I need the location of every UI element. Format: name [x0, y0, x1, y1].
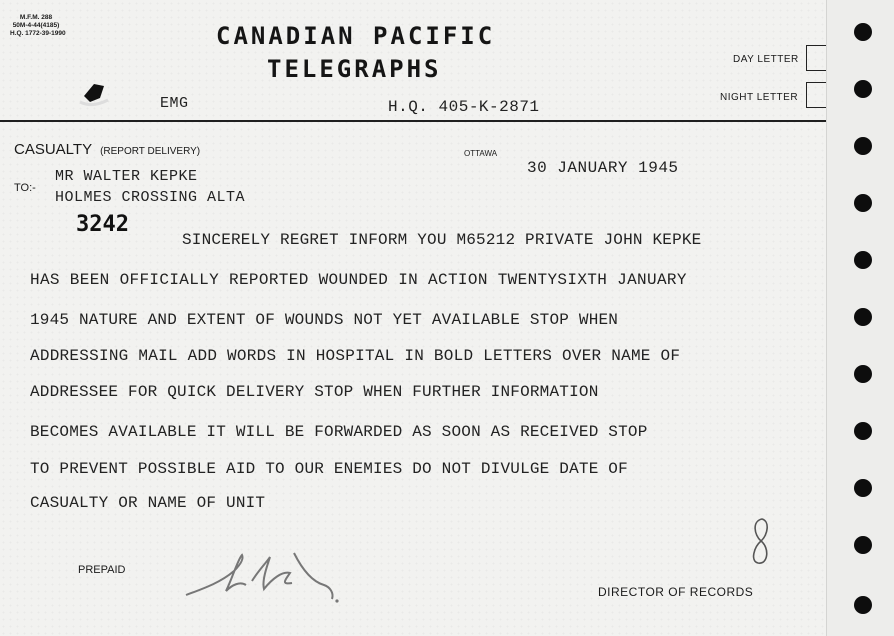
- message-line-5: ADDRESSEE FOR QUICK DELIVERY STOP WHEN FURTHER INFORMATION: [30, 383, 599, 401]
- message-line-4: ADDRESSING MAIL ADD WORDS IN HOSPITAL IN BOLD LETTERS OVER NAME OF: [30, 347, 681, 365]
- sprocket-hole: [854, 308, 872, 326]
- director-of-records-label: DIRECTOR OF RECORDS: [598, 585, 754, 599]
- routing-code: EMG: [160, 95, 189, 112]
- recipient-address: HOLMES CROSSING ALTA: [55, 189, 246, 206]
- sprocket-hole: [854, 365, 872, 383]
- message-line-1: SINCERELY REGRET INFORM YOU M65212 PRIVATE JOHN KEPKE: [182, 231, 702, 249]
- telegram-date: 30 JANUARY 1945: [527, 159, 679, 177]
- prepaid-label: PREPAID: [78, 564, 126, 576]
- sprocket-hole: [854, 251, 872, 269]
- sprocket-hole: [854, 23, 872, 41]
- company-name-line-1: CANADIAN PACIFIC: [216, 22, 496, 50]
- ink-blot: [78, 78, 118, 108]
- casualty-header: [14, 141, 200, 159]
- message-line-2: HAS BEEN OFFICIALLY REPORTED WOUNDED IN ACTION TWENTYSIXTH JANUARY: [30, 271, 687, 289]
- day-letter-label: DAY LETTER: [733, 54, 799, 65]
- form-code-line-1: M.F.M. 288: [19, 14, 53, 21]
- message-number: 3242: [76, 212, 129, 237]
- form-code-line-3: H.Q. 1772-39-1990: [10, 30, 66, 37]
- sprocket-hole: [854, 137, 872, 155]
- sprocket-hole: [854, 80, 872, 98]
- sprocket-hole: [854, 479, 872, 497]
- sprocket-hole: [854, 422, 872, 440]
- message-line-7: TO PREVENT POSSIBLE AID TO OUR ENEMIES DO NOT DIVULGE DATE OF: [30, 460, 628, 478]
- routing-reference: H.Q. 405-K-2871: [388, 98, 540, 116]
- handwritten-signature: [182, 545, 347, 610]
- message-line-3: 1945 NATURE AND EXTENT OF WOUNDS NOT YET AVAILABLE STOP WHEN: [30, 311, 619, 329]
- to-label: TO:-: [14, 182, 36, 194]
- form-code: [10, 14, 66, 38]
- message-line-8: CASUALTY OR NAME OF UNIT: [30, 494, 266, 512]
- recipient-name: MR WALTER KEPKE: [55, 168, 198, 185]
- sprocket-hole: [854, 596, 872, 614]
- report-delivery-label: (REPORT DELIVERY): [100, 146, 201, 157]
- header-rule: [0, 120, 832, 122]
- message-line-6: BECOMES AVAILABLE IT WILL BE FORWARDED AS SOON AS RECEIVED STOP: [30, 423, 648, 441]
- night-letter-label: NIGHT LETTER: [720, 92, 799, 103]
- sprocket-hole: [854, 194, 872, 212]
- company-name-line-2: TELEGRAPHS: [267, 55, 442, 83]
- form-code-line-2: 50M-4-44(4185): [12, 22, 60, 29]
- origin-label: OTTAWA: [464, 149, 498, 158]
- casualty-label: CASUALTY: [14, 141, 93, 158]
- sprocket-hole: [854, 536, 872, 554]
- handwritten-number: [746, 515, 776, 570]
